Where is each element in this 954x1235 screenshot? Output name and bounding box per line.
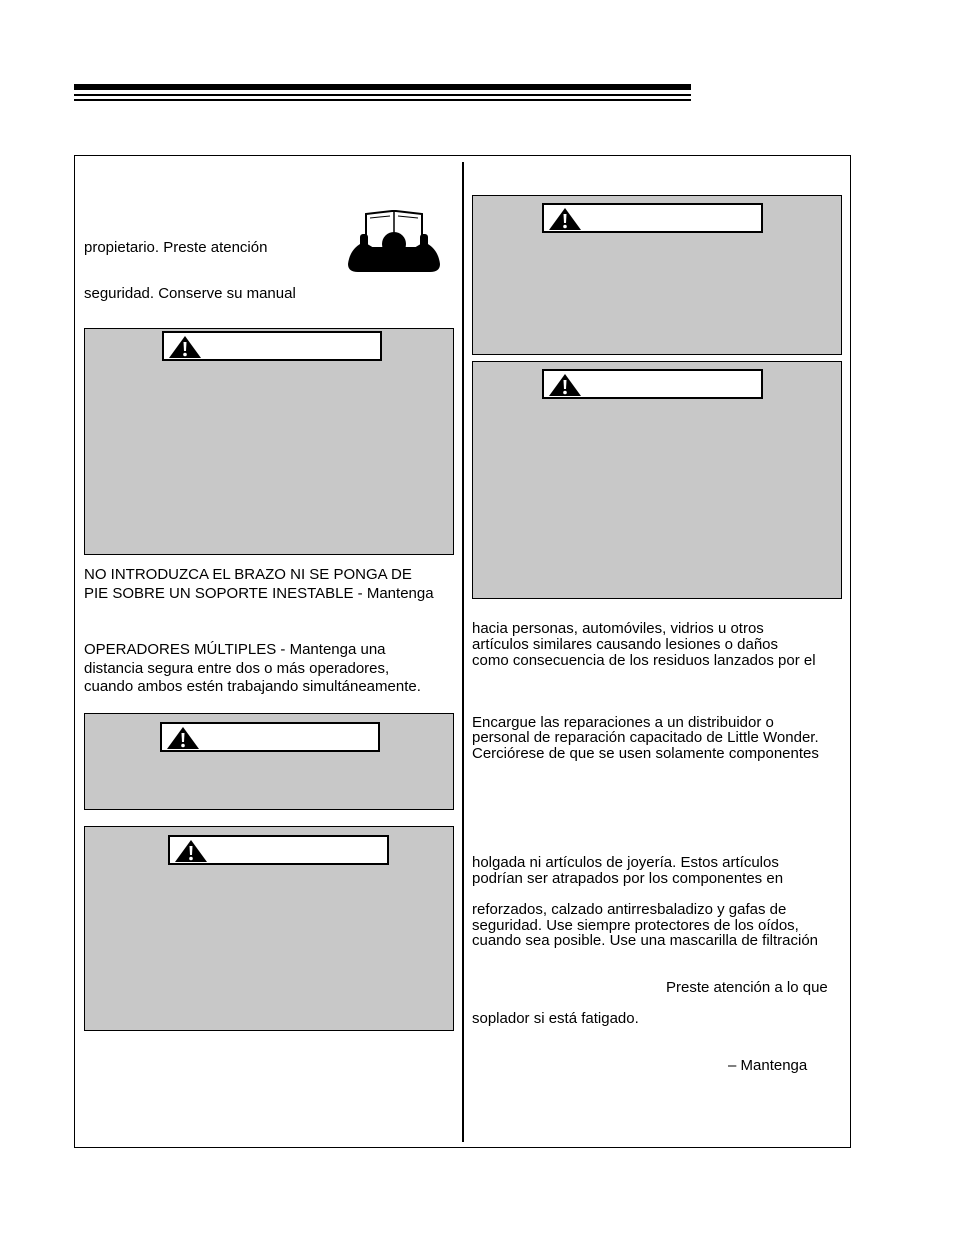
- warning-header-4: [542, 203, 763, 233]
- warning-header-2: [160, 722, 380, 752]
- header-rule-thin-1: [74, 94, 691, 96]
- keep-fragment: – Mantenga: [728, 1057, 808, 1074]
- warning-box-2: [84, 713, 454, 810]
- intro-line-2: seguridad. Conserve su manual: [84, 285, 296, 302]
- debris-paragraph-line-1: hacia personas, automóviles, vidrios u otros: [472, 620, 764, 637]
- column-divider: [462, 162, 464, 1142]
- reach-paragraph-line-1: NO INTRODUZCA EL BRAZO NI SE PONGA DE: [84, 566, 412, 583]
- repairs-paragraph-line-2: personal de reparación capacitado de Little Wonder.: [472, 729, 819, 746]
- attention-fragment: Preste atención a lo que: [666, 979, 828, 996]
- warning-box-3: [84, 826, 454, 1031]
- header-rule-thick: [74, 84, 691, 90]
- clothing-paragraph-line-1: holgada ni artículos de joyería. Estos artículos: [472, 854, 779, 871]
- warning-triangle-icon: [548, 207, 582, 231]
- fatigue-fragment: soplador si está fatigado.: [472, 1010, 639, 1027]
- debris-paragraph-line-3: como consecuencia de los residuos lanzados por el: [472, 652, 816, 669]
- warning-box-4: [472, 195, 842, 355]
- reach-paragraph-line-2: PIE SOBRE UN SOPORTE INESTABLE - Mantenga: [84, 585, 434, 602]
- protection-paragraph-line-1: reforzados, calzado antirresbaladizo y gafas de: [472, 901, 787, 918]
- protection-paragraph-line-3: cuando sea posible. Use una mascarilla de filtración: [472, 932, 819, 949]
- warning-triangle-icon: [174, 839, 208, 863]
- clothing-paragraph-line-2: podrían ser atrapados por los componentes en: [472, 870, 784, 887]
- repairs-paragraph-line-1: Encargue las reparaciones a un distribuidor o: [472, 714, 774, 731]
- warning-box-5: [472, 361, 842, 599]
- protection-paragraph-line-2: seguridad. Use siempre protectores de los oídos,: [472, 917, 799, 934]
- header-rule-thin-2: [74, 99, 691, 101]
- warning-triangle-icon: [168, 335, 202, 359]
- operators-paragraph-line-1: OPERADORES MÚLTIPLES - Mantenga una: [84, 641, 386, 658]
- warning-header-1: [162, 331, 382, 361]
- debris-paragraph-line-2: artículos similares causando lesiones o daños: [472, 636, 778, 653]
- operators-paragraph-line-2: distancia segura entre dos o más operadores,: [84, 660, 390, 677]
- warning-header-3: [168, 835, 389, 865]
- operators-paragraph-line-3: cuando ambos estén trabajando simultáneamente.: [84, 678, 421, 695]
- intro-line-1: propietario. Preste atención: [84, 239, 268, 256]
- warning-header-5: [542, 369, 763, 399]
- warning-triangle-icon: [548, 373, 582, 397]
- repairs-paragraph-line-3: Cerciórese de que se usen solamente componentes: [472, 745, 819, 762]
- warning-triangle-icon: [166, 726, 200, 750]
- person-reading-manual-icon: [346, 208, 442, 274]
- warning-box-1: [84, 328, 454, 555]
